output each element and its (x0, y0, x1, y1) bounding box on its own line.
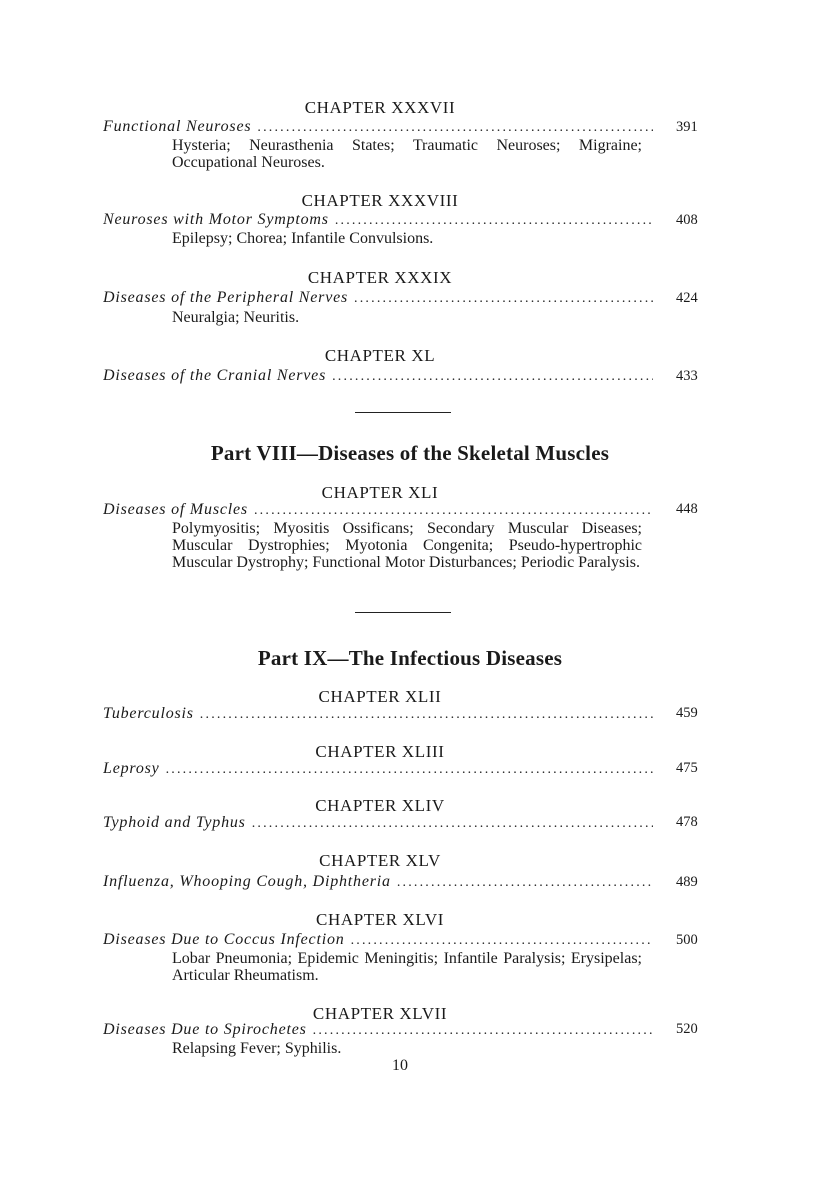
page-ref: 408 (676, 212, 698, 228)
page-ref: 489 (676, 874, 698, 890)
dot-leader (313, 1023, 653, 1039)
toc-entry[interactable] (103, 931, 653, 951)
topic-list: Polymyositis; Myositis Ossificans; Secondary Muscular Diseases; Muscular Dystrophies; Myotonia Congenita; Pseudo-hypertrophic Muscular Dystrophy; Functional Motor Disturbances; Periodic Paralysis. (172, 520, 642, 571)
chapter-heading: CHAPTER XXXIX (307, 268, 453, 287)
chapter-heading: CHAPTER XLV (319, 851, 441, 870)
topic-list: Relapsing Fever; Syphilis. (172, 1040, 342, 1057)
page-ref: 433 (676, 368, 698, 384)
entry-title: Diseases of Muscles (103, 501, 248, 518)
page-ref: 448 (676, 501, 698, 517)
entry-title: Tuberculosis (103, 705, 194, 722)
dot-leader (252, 816, 653, 832)
dot-leader (200, 707, 653, 723)
page-ref: 391 (676, 119, 698, 135)
toc-entry[interactable] (103, 367, 653, 387)
toc-entry[interactable] (103, 814, 653, 834)
entry-title: Typhoid and Typhus (103, 814, 246, 831)
toc-entry[interactable] (103, 1021, 653, 1041)
toc-entry[interactable] (103, 501, 653, 521)
toc-entry[interactable] (103, 211, 653, 231)
entry-title: Diseases of the Cranial Nerves (103, 367, 327, 384)
dot-leader (332, 369, 653, 385)
toc-entry[interactable] (103, 760, 653, 780)
chapter-heading: CHAPTER XLVI (316, 910, 444, 929)
chapter-heading: CHAPTER XXXVIII (301, 191, 459, 210)
chapter-heading: CHAPTER XL (324, 346, 436, 365)
dot-leader (351, 933, 653, 949)
entry-title: Diseases of the Peripheral Nerves (103, 289, 349, 306)
topic-list: Hysteria; Neurasthenia States; Traumatic Neuroses; Migraine; Occupational Neuroses. (172, 137, 642, 171)
toc-entry[interactable] (103, 289, 653, 309)
chapter-heading: CHAPTER XLII (318, 687, 442, 706)
dot-leader (257, 120, 653, 136)
part-heading: Part IX—The Infectious Diseases (257, 646, 563, 670)
chapter-heading: CHAPTER XLIV (315, 796, 445, 815)
dot-leader (354, 291, 653, 307)
page-number: 10 (392, 1057, 408, 1074)
page-ref: 459 (676, 705, 698, 721)
dot-leader (335, 213, 653, 229)
section-divider (355, 612, 451, 613)
chapter-heading: CHAPTER XLVII (312, 1004, 448, 1023)
page-ref: 424 (676, 290, 698, 306)
part-heading: Part VIII—Diseases of the Skeletal Muscles (210, 441, 610, 465)
page-ref: 478 (676, 814, 698, 830)
entry-title: Diseases Due to Spirochetes (103, 1021, 307, 1038)
page-ref: 520 (676, 1021, 698, 1037)
dot-leader (397, 875, 653, 891)
entry-title: Neuroses with Motor Symptoms (103, 211, 329, 228)
topic-list: Neuralgia; Neuritis. (172, 309, 300, 326)
toc-entry[interactable] (103, 118, 653, 138)
chapter-heading: CHAPTER XLIII (315, 742, 445, 761)
entry-title: Leprosy (103, 760, 160, 777)
entry-title: Functional Neuroses (103, 118, 252, 135)
section-divider (355, 412, 451, 413)
dot-leader (254, 503, 653, 519)
chapter-heading: CHAPTER XLI (321, 483, 439, 502)
topic-list: Epilepsy; Chorea; Infantile Convulsions. (172, 230, 434, 247)
dot-leader (166, 762, 653, 778)
entry-title: Influenza, Whooping Cough, Diphtheria (103, 873, 391, 890)
page-ref: 500 (676, 932, 698, 948)
entry-title: Diseases Due to Coccus Infection (103, 931, 345, 948)
toc-entry[interactable] (103, 873, 653, 893)
topic-list: Lobar Pneumonia; Epidemic Meningitis; Infantile Paralysis; Erysipelas; Articular Rheumatism. (172, 950, 642, 984)
chapter-heading: CHAPTER XXXVII (304, 98, 456, 117)
page-ref: 475 (676, 760, 698, 776)
toc-entry[interactable] (103, 705, 653, 725)
